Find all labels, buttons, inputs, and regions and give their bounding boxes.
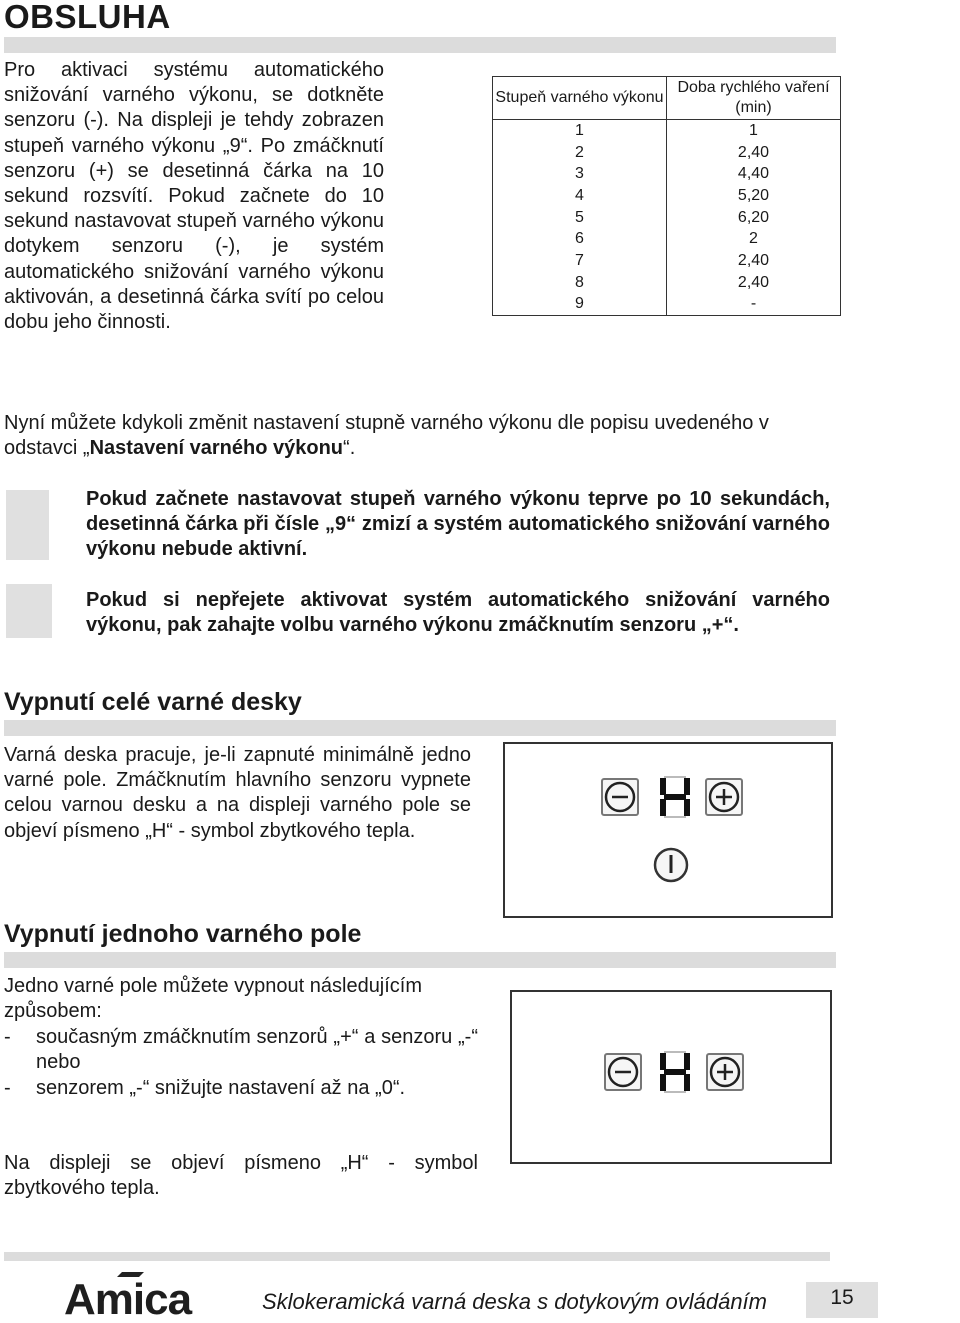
note-auto-reduction-delay: Pokud začnete nastavovat stupeň varného výkonu teprve po 10 sekundách, desetinná čárka při čísle „9“ zmizí a systém automatického snižování varného výkonu nebude aktivní. xyxy=(86,488,830,561)
table-row xyxy=(493,142,841,164)
table-cell-time: - xyxy=(666,294,840,316)
note-marker-2 xyxy=(6,584,52,638)
table-row xyxy=(493,228,841,250)
display-digit xyxy=(655,1049,695,1095)
table-cell-level: 9 xyxy=(493,294,667,316)
section-heading-off-all: Vypnutí celé varné desky xyxy=(4,688,302,716)
list-item-dash-2: - xyxy=(4,1077,11,1099)
change-note-link: Nastavení varného výkonu xyxy=(89,437,344,460)
section-text-off-one: Jedno varné pole můžete vypnout následujícím způsobem: xyxy=(4,975,423,1023)
change-note-text: Nyní můžete kdykoli změnit nastavení stupně varného výkonu dle popisu uvedeného v odstavci „ xyxy=(4,412,769,460)
table-header-time: Doba rychlého vaření (min) xyxy=(666,77,840,120)
table-cell-level: 7 xyxy=(493,250,667,272)
title-rule xyxy=(4,37,836,53)
table-row xyxy=(493,163,841,185)
list-item-dash-1: - xyxy=(4,1026,11,1048)
footer-rule xyxy=(4,1252,830,1261)
table-cell-level: 6 xyxy=(493,228,667,250)
cooking-time-table xyxy=(492,76,841,316)
note-skip-auto-reduction: Pokud si nepřejete aktivovat systém automatického snižování varného výkonu, pak zahajte volbu varného výkonu zmáčknutím senzoru „+“. xyxy=(86,589,830,637)
section-heading-off-one: Vypnutí jednoho varného pole xyxy=(4,920,362,948)
table-cell-time: 2 xyxy=(666,228,840,250)
note-marker-1 xyxy=(6,490,49,560)
plus-circle-icon xyxy=(705,778,743,816)
change-note-end: “. xyxy=(343,437,356,460)
table-cell-time: 6,20 xyxy=(666,207,840,229)
table-row xyxy=(493,272,841,294)
table-header-row xyxy=(493,77,841,120)
footer-caption: Sklokeramická varná deska s dotykovým ovládáním xyxy=(262,1289,767,1314)
intro-paragraph: Pro aktivaci systému automatického snižování varného výkonu, se dotkněte senzoru (-). Na displeji je tehdy zobrazen stupeň varného výkonu „9“. Po zmáčknutí senzoru (+) se desetinná čárka na 10 sekund rozsvítí. Pokud začnete do 10 sekund nastavovat stupeň varného výkonu dotykem senzoru (-), je systém automatického snižování varného výkonu aktivován, a desetinná čárka svítí po celou dobu jeho činnosti. xyxy=(4,59,384,334)
table-cell-level: 8 xyxy=(493,272,667,294)
list-item: senzorem „-“ snižujte nastavení až na „0“. xyxy=(36,1077,406,1099)
section-rule-off-all xyxy=(4,720,836,736)
minus-circle-icon xyxy=(604,1053,642,1091)
table-cell-time: 5,20 xyxy=(666,185,840,207)
table-cell-level: 4 xyxy=(493,185,667,207)
table-cell-time: 1 xyxy=(666,120,840,142)
table-header-level: Stupeň varného výkonu xyxy=(493,77,667,120)
list-item: současným zmáčknutím senzorů „+“ a senzoru „-“ nebo xyxy=(36,1026,478,1074)
table-cell-time: 4,40 xyxy=(666,163,840,185)
table-row xyxy=(493,250,841,272)
table-row xyxy=(493,207,841,229)
display-digit xyxy=(655,774,695,820)
svg-text:Amica: Amica xyxy=(64,1275,192,1318)
power-icon xyxy=(652,846,690,884)
table-row xyxy=(493,185,841,207)
table-row xyxy=(493,120,841,142)
table-row xyxy=(493,294,841,316)
change-note xyxy=(4,411,844,461)
table-cell-level: 2 xyxy=(493,142,667,164)
plus-circle-icon xyxy=(706,1053,744,1091)
section-rule-off-one xyxy=(4,952,836,968)
brand-logo xyxy=(64,1268,214,1318)
page-number: 15 xyxy=(806,1282,878,1318)
minus-circle-icon xyxy=(601,778,639,816)
table-cell-level: 3 xyxy=(493,163,667,185)
section-footer-text: Na displeji se objeví písmeno „H“ - symbol zbytkového tepla. xyxy=(4,1152,478,1200)
table-cell-level: 5 xyxy=(493,207,667,229)
table-cell-time: 2,40 xyxy=(666,142,840,164)
table-cell-time: 2,40 xyxy=(666,272,840,294)
page-title: OBSLUHA xyxy=(4,0,171,35)
section-text-off-all: Varná deska pracuje, je-li zapnuté minimálně jedno varné pole. Zmáčknutím hlavního senzoru vypnete celou varnou desku a na displeji varného pole se objeví písmeno „H“ - symbol zbytkového tepla. xyxy=(4,744,471,842)
table-cell-level: 1 xyxy=(493,120,667,142)
control-panel-diagram-2 xyxy=(510,990,832,1164)
table-cell-time: 2,40 xyxy=(666,250,840,272)
control-panel-diagram-1 xyxy=(503,742,833,918)
